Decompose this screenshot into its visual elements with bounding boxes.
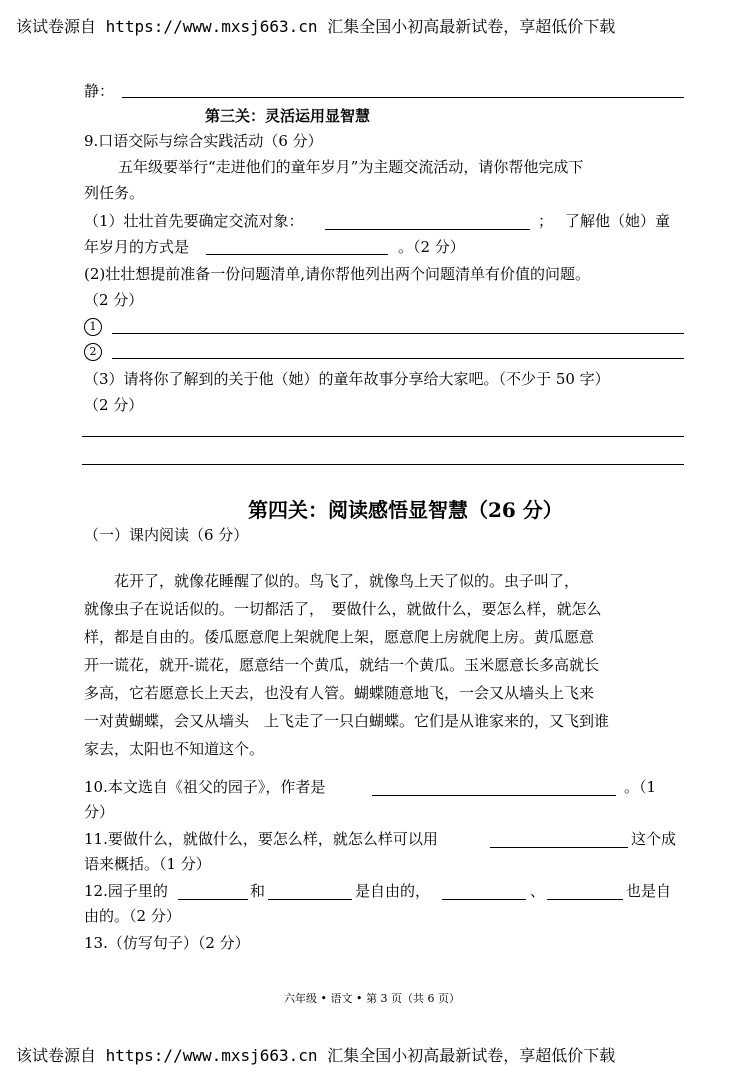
q10-prompt: 10.本文选自《祖父的园子》，作者是 bbox=[84, 778, 326, 796]
q11-prompt: 11.要做什么，就做什么，要怎么样，就怎么样可以用 bbox=[84, 830, 438, 848]
answer-line-q9-1a bbox=[325, 229, 530, 230]
passage-line: 一对黄蝴蝶，会又从墙头 上飞走了一只白蝴蝶。它们是从谁家来的，又飞到谁 bbox=[84, 712, 610, 730]
q13-prompt: 13.（仿写句子）（2 分） bbox=[84, 934, 250, 952]
q12-and: 和 bbox=[250, 882, 266, 900]
passage-line: 样，都是自由的。倭瓜愿意爬上架就爬上架，愿意爬上房就爬上房。黄瓜愿意 bbox=[84, 628, 595, 646]
reading-passage bbox=[84, 567, 684, 763]
q9-1-prompt: （1）壮壮首先要确定交流对象： bbox=[84, 212, 304, 230]
source-banner-bottom: 该试卷源自 https://www.mxsj663.cn 汇集全国小初高最新试卷，享超低价下载 bbox=[16, 1046, 616, 1065]
page-footer: 六年级 • 语文 • 第 3 页（共 6 页） bbox=[284, 992, 460, 1005]
q9-1-method: 年岁月的方式是 bbox=[84, 238, 190, 256]
q9-title: 9.口语交际与综合实践活动（6 分） bbox=[84, 132, 323, 150]
q9-2-score: （2 分） bbox=[84, 291, 144, 309]
section3-title: 第三关：灵活运用显智慧 bbox=[205, 107, 371, 125]
q12-prompt: 12.园子里的 bbox=[84, 882, 168, 900]
q11-suffix: 这个成 bbox=[631, 830, 677, 848]
reading1-title: （一）课内阅读（6 分） bbox=[84, 526, 249, 544]
q12-suffix: 也是自 bbox=[626, 882, 672, 900]
answer-line-q11 bbox=[490, 847, 628, 848]
circled-number-1: 1 bbox=[84, 318, 102, 336]
q9-2-prompt: (2)壮壮想提前准备一份问题清单,请你帮他列出两个问题清单有价值的问题。 bbox=[84, 265, 591, 283]
jing-label: 静： bbox=[84, 82, 115, 100]
q12-free: 是自由的， bbox=[355, 882, 431, 900]
answer-line-q12b bbox=[268, 899, 352, 900]
answer-line-q9-2-2 bbox=[112, 358, 684, 359]
q9-intro-2: 列任务。 bbox=[84, 184, 145, 202]
answer-line-q9-3a bbox=[82, 436, 684, 437]
answer-line-q10 bbox=[372, 795, 616, 796]
answer-line-jing bbox=[122, 97, 684, 98]
answer-line-q9-1b bbox=[206, 254, 388, 255]
answer-line-q12c bbox=[442, 899, 526, 900]
answer-line-q9-3b bbox=[82, 464, 684, 465]
passage-line: 多高，它若愿意长上天去，也没有人管。蝴蝶随意地飞，一会又从墙头上飞来 bbox=[84, 684, 595, 702]
passage-line: 花开了，就像花睡醒了似的。鸟飞了，就像鸟上天了似的。虫子叫了， bbox=[84, 572, 580, 590]
source-banner-top: 该试卷源自 https://www.mxsj663.cn 汇集全国小初高最新试卷，享超低价下载 bbox=[16, 17, 616, 36]
q12-comma: 、 bbox=[530, 882, 546, 900]
passage-line: 开一谎花，就开-谎花，愿意结一个黄瓜，就结一个黄瓜。玉米愿意长多高就长 bbox=[84, 656, 600, 674]
answer-line-q12a bbox=[178, 899, 248, 900]
q10-score-cont: 分） bbox=[84, 803, 115, 821]
q11-score: 语来概括。（1 分） bbox=[84, 855, 211, 873]
passage-line: 就像虫子在说话似的。一切都活了， 要做什么，就做什么，要怎么样，就怎么 bbox=[84, 600, 602, 618]
q9-1-continued: 了解他（她）童 bbox=[565, 212, 671, 230]
q9-3-prompt: （3）请将你了解到的关于他（她）的童年故事分享给大家吧。（不少于 50 字） bbox=[84, 370, 610, 388]
q9-3-score: （2 分） bbox=[84, 396, 144, 414]
q12-score: 由的。（2 分） bbox=[84, 907, 181, 925]
answer-line-q12d bbox=[547, 899, 623, 900]
q10-score: 。（1 bbox=[624, 778, 657, 796]
section4-title: 第四关：阅读感悟显智慧（26 分） bbox=[248, 498, 563, 522]
q9-1-semicolon: ； bbox=[538, 212, 554, 230]
circled-number-2: 2 bbox=[84, 343, 102, 361]
q9-1-score: 。（2 分） bbox=[398, 238, 465, 256]
passage-line: 家去，太阳也不知道这个。 bbox=[84, 740, 265, 758]
answer-line-q9-2-1 bbox=[112, 333, 684, 334]
q9-intro-1: 五年级要举行“走进他们的童年岁月”为主题交流活动，请你帮他完成下 bbox=[118, 158, 584, 176]
